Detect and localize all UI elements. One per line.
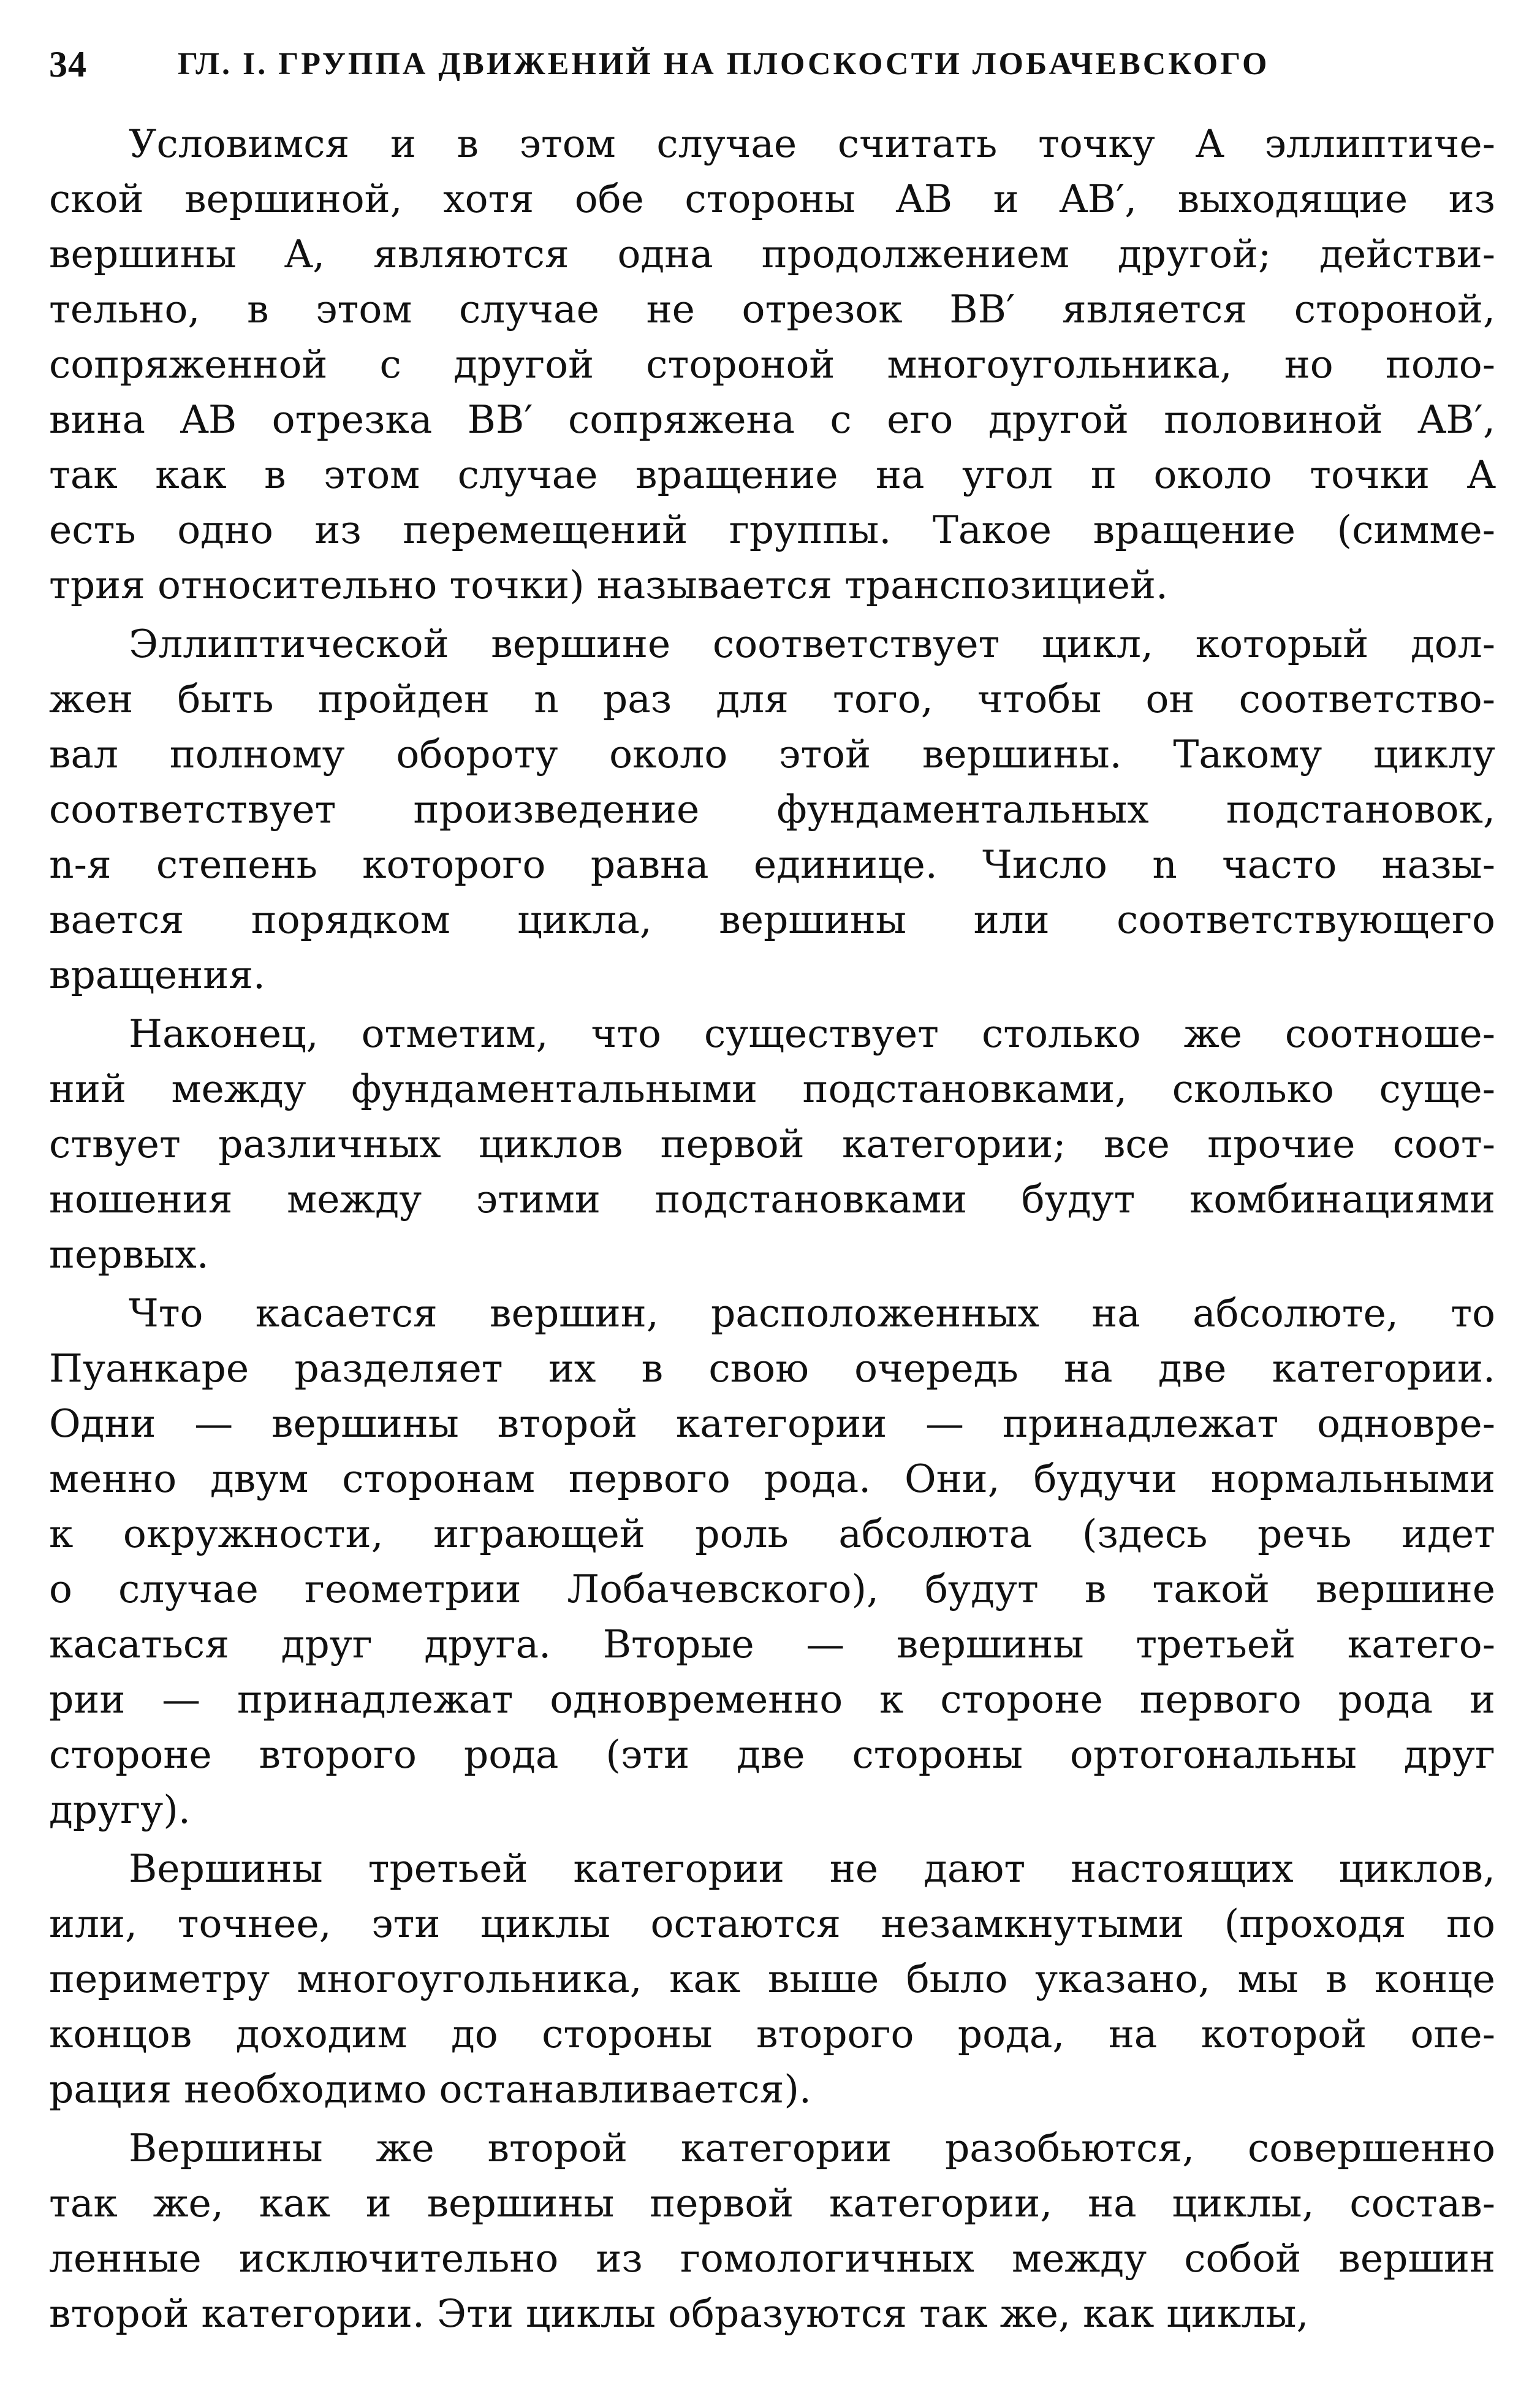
paragraph <box>49 1286 1495 1838</box>
text-line: Что касается вершин, расположенных на абсолюте, то <box>129 1291 1495 1336</box>
paragraph <box>49 1841 1495 2117</box>
text-line: Условимся и в этом случае считать точку A эллиптиче- <box>129 121 1495 166</box>
text-line: соответствует произведение фундаментальных подстановок, <box>49 787 1495 832</box>
text-line: Наконец, отметим, что существует столько же соотноше- <box>129 1011 1495 1056</box>
text-line: менно двум сторонам первого рода. Они, будучи нормальными <box>49 1456 1495 1501</box>
text-line: трия относительно точки) называется транспозицией. <box>49 563 1169 607</box>
text-line: n-я степень которого равна единице. Число n часто назы- <box>49 842 1495 887</box>
paragraph <box>49 1006 1495 1282</box>
text-line: или, точнее, эти циклы остаются незамкнутыми (проходя по <box>49 1901 1495 1946</box>
text-line: ний между фундаментальными подстановками, сколько суще- <box>49 1067 1495 1111</box>
text-line: вается порядком цикла, вершины или соответствующего <box>49 897 1495 942</box>
text-line: второй категории. Эти циклы образуются так же, как циклы, <box>49 2291 1309 2336</box>
body-text <box>49 116 1495 2341</box>
text-line: ношения между этими подстановками будут комбинациями <box>49 1177 1495 1222</box>
paragraph <box>49 617 1495 1003</box>
text-line: вал полному обороту около этой вершины. Такому циклу <box>49 732 1495 777</box>
text-line: жен быть пройден n раз для того, чтобы он соответство- <box>49 677 1495 721</box>
text-line: касаться друг друга. Вторые — вершины третьей катего- <box>49 1622 1495 1667</box>
text-line: так же, как и вершины первой категории, на циклы, состав- <box>49 2181 1495 2226</box>
text-line: вершины A, являются одна продолжением другой; действи- <box>49 232 1495 276</box>
text-line: первых. <box>49 1232 209 1277</box>
text-line: вращения. <box>49 953 265 997</box>
running-title: ГЛ. I. ГРУППА ДВИЖЕНИЙ НА ПЛОСКОСТИ ЛОБАЧЕВСКОГО <box>178 47 1270 82</box>
text-line: рация необходимо останавливается). <box>49 2067 811 2112</box>
text-line: есть одно из перемещений группы. Такое вращение (симме- <box>49 508 1495 552</box>
paragraph <box>49 2121 1495 2341</box>
text-line: Вершины третьей категории не дают настоящих циклов, <box>129 1846 1495 1891</box>
paragraph <box>49 116 1495 613</box>
text-line: сопряженной с другой стороной многоугольника, но поло- <box>49 342 1495 387</box>
text-line: Одни — вершины второй категории — принадлежат одновре- <box>49 1401 1495 1446</box>
text-line: Вершины же второй категории разобьются, совершенно <box>129 2126 1495 2170</box>
text-line: стороне второго рода (эти две стороны ортогональны друг <box>49 1732 1495 1777</box>
text-line: о случае геометрии Лобачевского), будут в такой вершине <box>49 1567 1495 1611</box>
text-line: Пуанкаре разделяет их в свою очередь на две категории. <box>49 1346 1495 1391</box>
text-line: вина AB отрезка BB′ сопряжена с его другой половиной AB′, <box>49 397 1495 442</box>
text-line: другу). <box>49 1787 191 1832</box>
text-line: рии — принадлежат одновременно к стороне первого рода и <box>49 1677 1495 1722</box>
text-line: ствует различных циклов первой категории; все прочие соот- <box>49 1122 1495 1166</box>
text-line: концов доходим до стороны второго рода, на которой опе- <box>49 2012 1495 2056</box>
book-page <box>49 37 1495 2345</box>
page-number: 34 <box>49 44 87 85</box>
text-line: ской вершиной, хотя обе стороны AB и AB′, выходящие из <box>49 177 1495 221</box>
running-head <box>49 37 1495 92</box>
text-line: периметру многоугольника, как выше было указано, мы в конце <box>49 1957 1495 2001</box>
text-line: ленные исключительно из гомологичных между собой вершин <box>49 2236 1495 2281</box>
text-line: Эллиптической вершине соответствует цикл, который дол- <box>129 622 1495 666</box>
text-line: так как в этом случае вращение на угол π около точки A <box>49 452 1495 497</box>
text-line: тельно, в этом случае не отрезок BB′ является стороной, <box>49 287 1495 332</box>
text-line: к окружности, играющей роль абсолюта (здесь речь идет <box>49 1512 1495 1556</box>
